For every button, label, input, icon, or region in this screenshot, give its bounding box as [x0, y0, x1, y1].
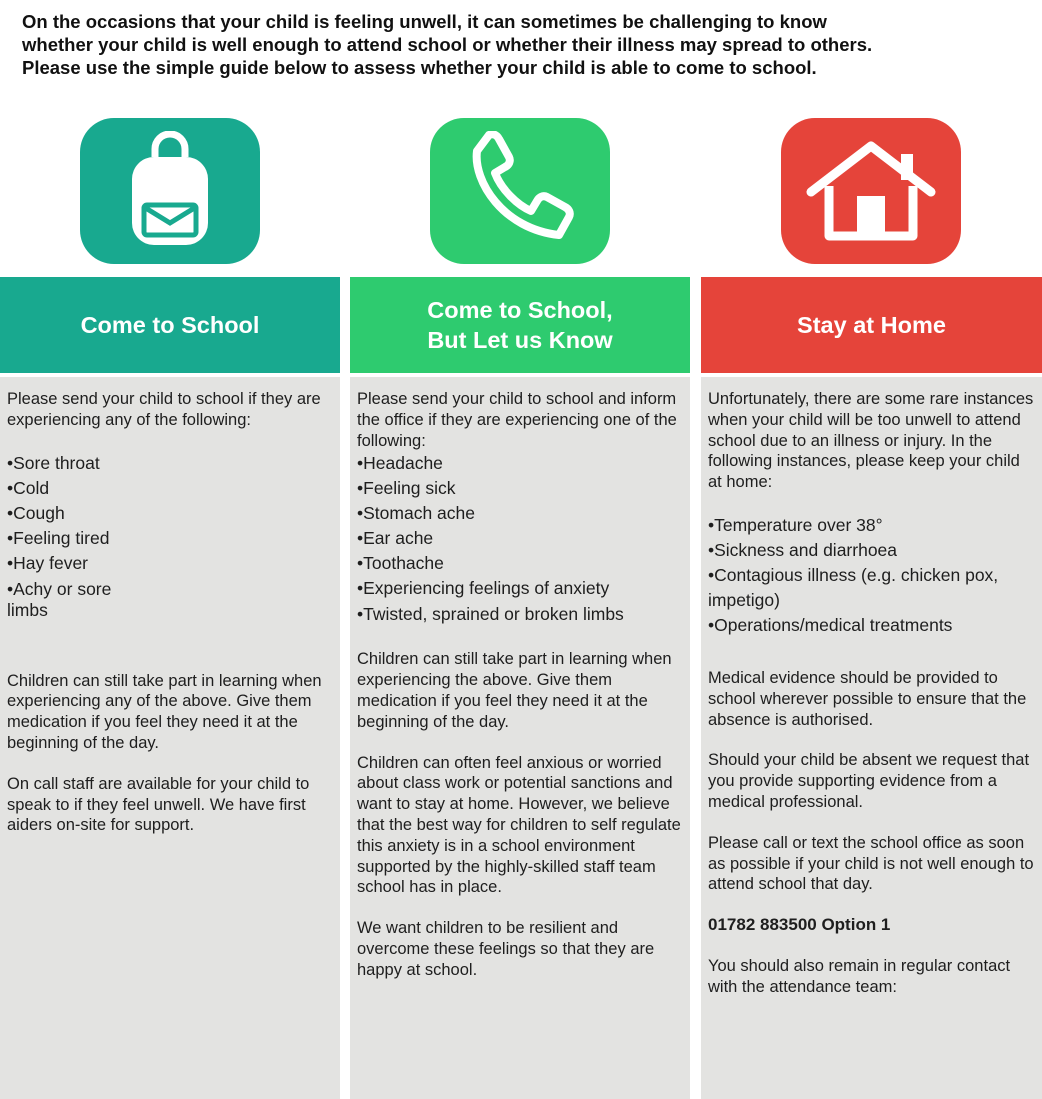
column-paragraph: Should your child be absent we request that you provide supporting evidence from a medical professional.: [708, 751, 1030, 811]
list-item: •Operations/medical treatments: [708, 614, 953, 635]
column-paragraph: Children can still take part in learning when experiencing the above. Give them medication if you feel they need it at the beginning of the day.: [357, 650, 672, 731]
column-header: [701, 277, 1042, 373]
column-paragraph: Children can often feel anxious or worried about class work or potential sanctions and want to stay at home. However, we believe that the best way for children to self regulate this anxiety is in a school environment supported by the highly-skilled staff team school has in place.: [357, 753, 681, 897]
column-body: [0, 377, 340, 1099]
list-item: •Twisted, sprained or broken limbs: [357, 604, 624, 625]
column-paragraph: We want children to be resilient and overcome these feelings so that they are happy at school.: [357, 919, 655, 979]
list-item: •Contagious illness (e.g. chicken pox, impetigo): [708, 564, 999, 610]
symptom-list: [708, 513, 1036, 638]
office-phone-number: 01782 883500 Option 1: [708, 915, 891, 935]
list-item: •Toothache: [357, 553, 444, 574]
column-body: [701, 377, 1042, 1099]
column-let-us-know: [350, 277, 690, 1099]
column-body: [350, 377, 690, 1099]
list-item: •Sickness and diarrhoea: [708, 539, 898, 560]
column-paragraph: On call staff are available for your child to speak to if they feel unwell. We have first aiders on-site for support.: [7, 774, 310, 835]
list-item: •Cough: [7, 502, 65, 523]
column-header: [0, 277, 340, 373]
column-paragraph: Children can still take part in learning when experiencing any of the above. Give them medication if you feel they need it at the beginning of the day.: [7, 671, 322, 752]
column-header-title: Come to School,: [427, 297, 613, 323]
list-item: •Ear ache: [357, 528, 434, 549]
list-item: •Feeling tired: [7, 527, 110, 548]
backpack-icon: [120, 131, 220, 251]
column-header-title: Stay at Home: [797, 312, 946, 338]
intro-line: On the occasions that your child is feeling unwell, it can sometimes be challenging to know: [22, 11, 827, 32]
column-paragraph: Medical evidence should be provided to school wherever possible to ensure that the absence is authorised.: [708, 668, 1027, 729]
column-intro: Unfortunately, there are some rare instances when your child will be too unwell to attend school due to an illness or injury. In the following instances, please keep your child at home:: [708, 390, 1034, 492]
list-item: •Headache: [357, 453, 443, 474]
column-intro: Please send your child to school if they are experiencing any of the following:: [7, 390, 321, 429]
list-item: •Cold: [7, 477, 50, 498]
phone-icon: [455, 131, 585, 251]
column-intro: Please send your child to school and inform the office if they are experiencing one of the following:: [357, 390, 677, 450]
column-stay-at-home: [701, 277, 1042, 1099]
column-header-subtitle: But Let us Know: [427, 327, 613, 353]
column-paragraph: Please call or text the school office as soon as possible if your child is not well enough to attend school that day.: [708, 833, 1034, 894]
column-header: [350, 277, 690, 373]
let-us-know-tile: [430, 118, 610, 264]
house-icon: [801, 136, 941, 246]
intro-text: [22, 10, 1022, 79]
intro-line: whether your child is well enough to attend school or whether their illness may spread to others.: [22, 34, 873, 55]
list-item: •Achy or sore limbs: [7, 578, 112, 620]
column-paragraph: You should also remain in regular contact with the attendance team:: [708, 956, 1011, 996]
list-item: •Feeling sick: [357, 478, 456, 499]
list-item: •Experiencing feelings of anxiety: [357, 578, 610, 599]
column-come-to-school: [0, 277, 340, 1099]
list-item: •Temperature over 38°: [708, 514, 883, 535]
column-header-title: Come to School: [80, 312, 260, 338]
symptom-list: [357, 451, 684, 625]
intro-line: Please use the simple guide below to assess whether your child is able to come to school.: [22, 57, 817, 78]
list-item: •Hay fever: [7, 552, 89, 573]
symptom-list: [7, 451, 334, 621]
come-to-school-tile: [80, 118, 260, 264]
list-item: •Sore throat: [7, 452, 100, 473]
list-item: •Stomach ache: [357, 503, 475, 524]
stay-at-home-tile: [781, 118, 961, 264]
